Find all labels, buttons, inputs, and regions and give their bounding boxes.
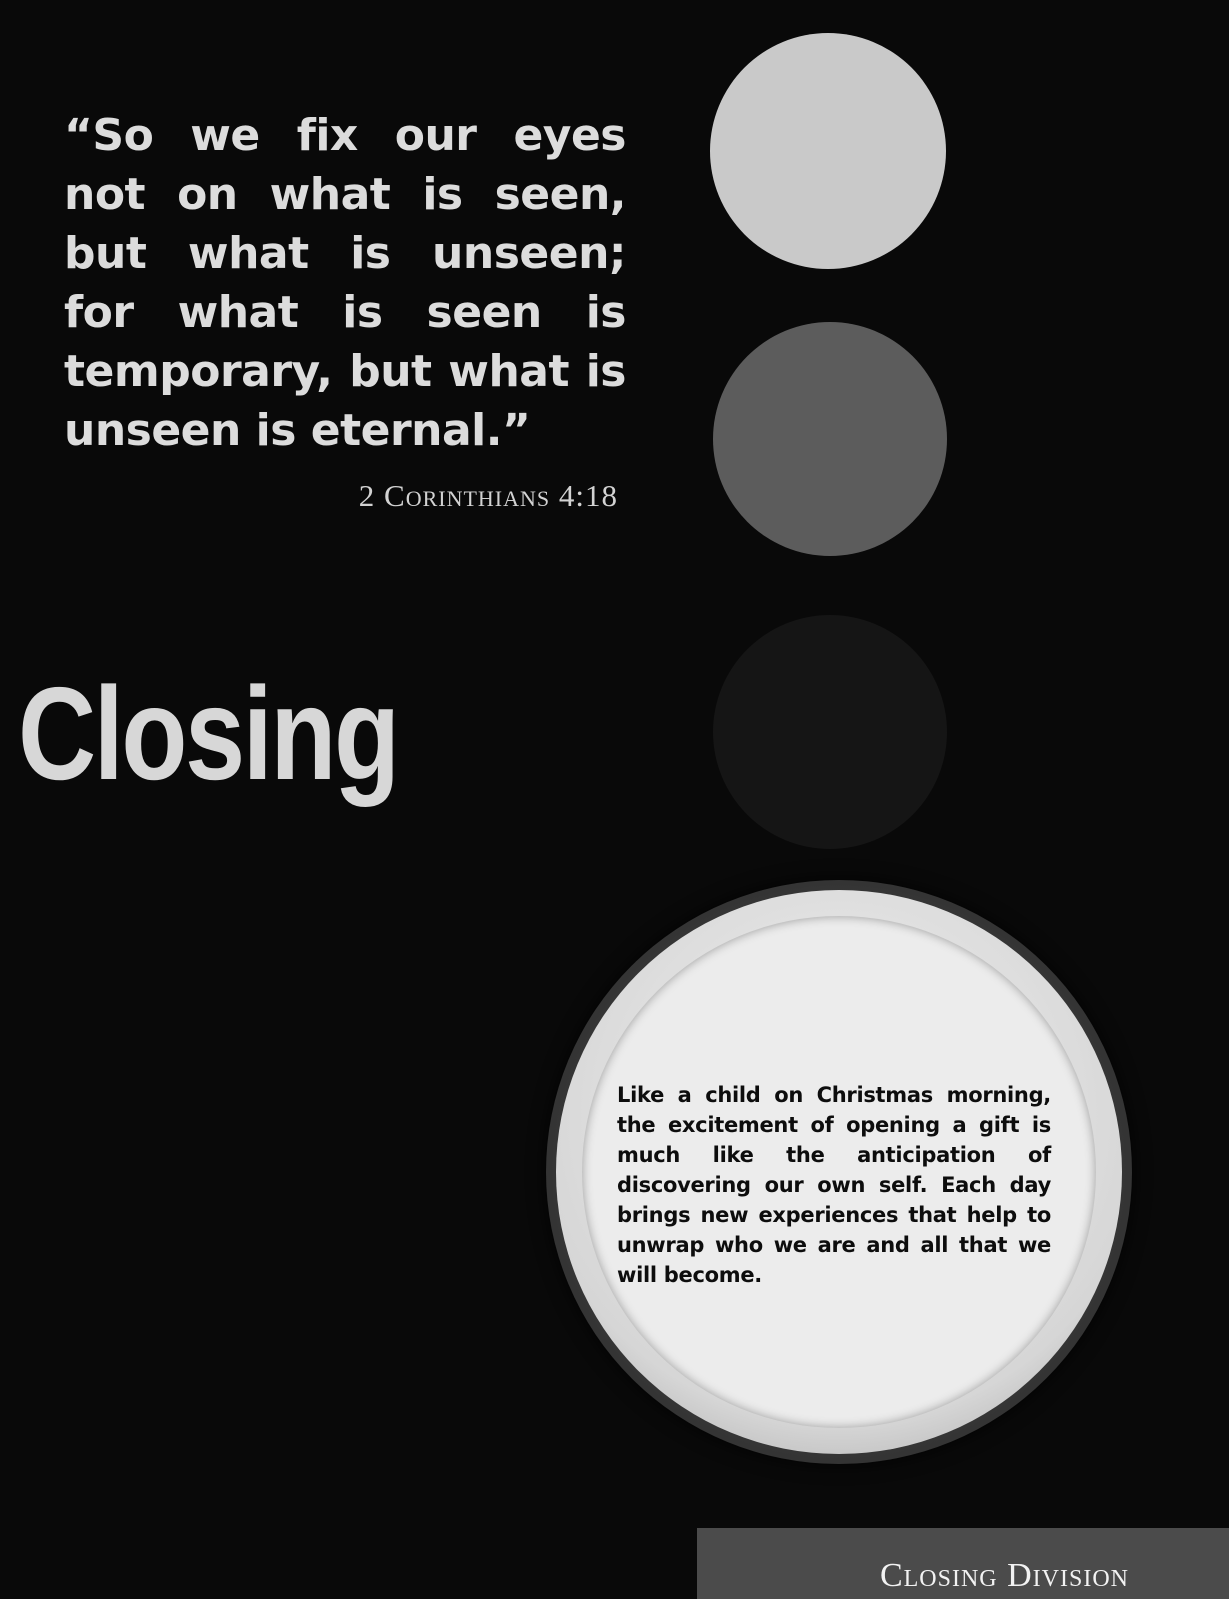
mid-gray-circle — [713, 322, 947, 556]
scripture-quote: “So we fix our eyes not on what is seen, but what is unseen; for what is seen is temporary, but what is unseen is eternal.” — [64, 110, 626, 456]
footer-label: Closing Division — [879, 1557, 1129, 1594]
light-gray-circle — [710, 33, 946, 269]
dark-gray-circle — [713, 615, 947, 849]
footer-tab — [697, 1528, 1229, 1599]
section-title: Closing — [18, 660, 398, 807]
scripture-citation: 2 Corinthians 4:18 — [358, 478, 618, 513]
lens-caption: Like a child on Christmas morning, the excitement of opening a gift is much like the anticipation of discovering our own self. Each day brings new experiences that help to unwrap who we are and all that we will become. — [617, 1083, 1051, 1287]
